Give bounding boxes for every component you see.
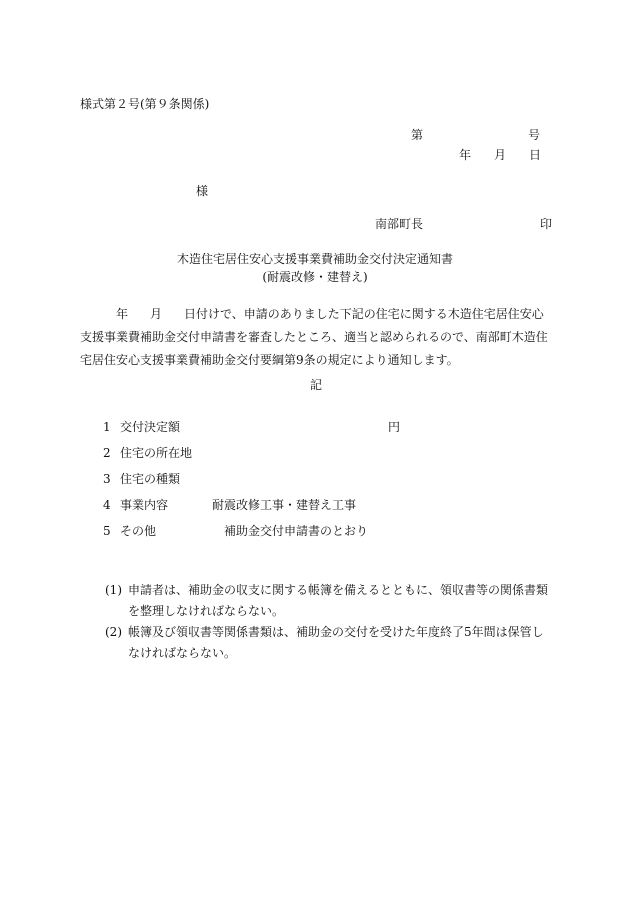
addressee-suffix: 様 [196,184,209,198]
item-label: 住宅の所在地 [120,446,193,460]
item-label: 交付決定額 [120,420,181,434]
item-number: 4 [103,498,111,512]
note-text: 申請者は、補助金の収支に関する帳簿を備えるとともに、領収書等の関係書類を整理しなければならない。 [128,583,549,618]
item-value: 補助金交付申請書のとおり [224,524,369,538]
date-month: 月 [494,148,507,162]
item-number: 2 [103,446,111,460]
note-item [105,622,555,664]
item-number: 5 [103,524,111,538]
sender-title: 南部町長 [375,217,424,231]
document-subtitle: (耐震改修・建替え) [262,270,368,284]
date-year: 年 [459,148,472,162]
item-number: 3 [103,472,111,486]
number-prefix: 第 [411,128,424,142]
item-label: 住宅の種類 [120,472,181,486]
item-value: 耐震改修工事・建替え工事 [212,498,357,512]
item-number: 1 [103,420,111,434]
item-value: 円 [388,420,401,434]
ki-heading: 記 [310,378,323,392]
note-number: (1) [105,583,122,597]
note-item [105,580,555,622]
number-suffix: 号 [528,128,541,142]
body-year: 年 [116,307,129,321]
item-label: 事業内容 [120,498,169,512]
seal-mark: 印 [540,217,553,231]
item-label: その他 [120,524,157,538]
body-paragraph [80,303,555,372]
document-title: 木造住宅居住安心支援事業費補助金交付決定通知書 [176,252,453,266]
body-month: 月 [150,307,163,321]
form-label: 様式第２号(第９条関係) [80,97,210,111]
note-text: 帳簿及び領収書等関係書類は、補助金の交付を受けた年度終了5年間は保管しなければならない。 [128,625,544,660]
date-day: 日 [529,148,542,162]
body-text: 日付けで、申請のありました下記の住宅に関する木造住宅居住安心支援事業費補助金交付申請書を審査したところ、適当と認められるので、南部町木造住宅居住安心支援事業費補助金交付要綱第9条の規定により通知します。 [80,307,548,367]
note-number: (2) [105,625,122,639]
